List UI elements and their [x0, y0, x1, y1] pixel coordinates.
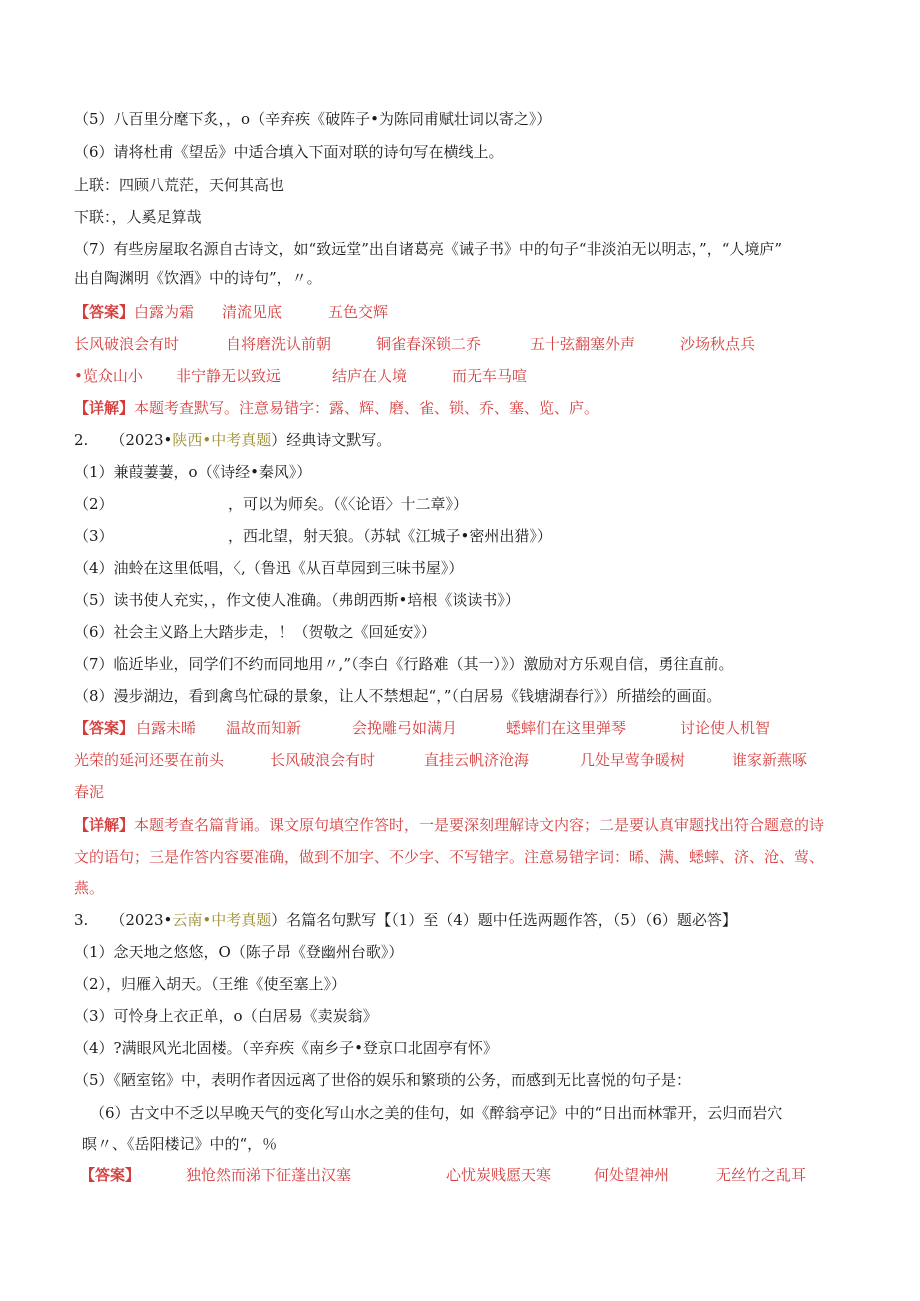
answer-item: 几处早莺争暖树	[580, 751, 686, 769]
source-open: （2023•	[110, 431, 173, 449]
source-close: ）	[271, 431, 287, 449]
q2-item-5: （5）读书使人充实，，作文使人准确。（弗朗西斯•培根《谈读书》）	[74, 591, 520, 609]
question-title: 名篇名句默写【（1）至（4）题中任选两题作答，（5）（6）题必答】	[286, 911, 737, 929]
answer-item: 长风破浪会有时	[270, 751, 376, 769]
answer-item: 结庐在人境	[332, 367, 408, 385]
q2-item-8: （8）漫步湖边，看到禽鸟忙碌的景象，让人不禁想起“，”（白居易《钱塘湖春行》）所描绘的画面。	[74, 687, 722, 705]
q3-item-1: （1）念天地之悠悠，O（陈子昂《登幽州台歌》）	[74, 943, 404, 961]
q1-item-5: （5）八百里分麾下炙，，o（辛弃疾《破阵子•为陈同甫赋壮词以寄之》）	[74, 110, 552, 128]
answer-item: 蟋蟀们在这里弹琴	[506, 719, 627, 737]
answer-item: 会挽雕弓如满月	[352, 719, 458, 737]
source-close: ）	[271, 911, 287, 929]
answer-item: 清流见底	[222, 303, 283, 321]
q1-answer-row1	[74, 302, 388, 322]
item-tail: ，西北望，射天狼。（苏轼《江城子•密州出猎》）	[228, 527, 552, 545]
answer-item: 直挂云帆济沧海	[424, 751, 530, 769]
q2-detail-line1	[74, 815, 824, 835]
item-number: （2）	[74, 495, 114, 513]
q1-upper-couplet: 上联：四顾八荒茫，天何其高也	[74, 176, 285, 194]
q2-header	[74, 430, 391, 450]
q2-item-4: （4）油蛉在这里低唱，〈,（鲁迅《从百草园到三味书屋》）	[74, 559, 464, 577]
answer-item: 自将磨洗认前朝	[226, 335, 332, 353]
q2-detail-line3: 燕。	[74, 879, 105, 897]
answer-tag: 【答案】	[80, 1166, 141, 1184]
q3-item-6-line1: （6）古文中不乏以早晚天气的变化写山水之美的佳句，如《醉翁亭记》中的“日出而林霏开，云归而岩穴	[90, 1104, 783, 1122]
answer-item: 谁家新燕啄	[732, 751, 808, 769]
answer-item: 铜雀春深锁二乔	[376, 335, 482, 353]
question-number: 3.	[74, 911, 89, 929]
source-link[interactable]: 陕西•中考真题	[172, 431, 272, 449]
detail-tag: 【详解】	[74, 816, 135, 834]
q3-answer-row	[80, 1165, 807, 1185]
question-title: 经典诗文默写。	[286, 431, 392, 449]
item-tail: ，可以为师矣。（《〈论语〉十二章》）	[228, 495, 469, 513]
answer-item: 讨论使人机智	[680, 719, 771, 737]
q3-item-6-line2: 暝〃、《岳阳楼记》中的“，％	[82, 1135, 278, 1153]
question-number: 2.	[74, 431, 89, 449]
answer-item: 五色交辉	[328, 303, 389, 321]
answer-item: •览众山小	[74, 367, 143, 385]
source-open: （2023•	[110, 911, 173, 929]
q2-detail-line2: 文的语句；三是作答内容要准确，做到不加字、不少字、不写错字。注意易错字词：晞、满、蟋蟀、济、沧、莺、	[74, 848, 825, 866]
answer-item: 五十弦翻塞外声	[530, 335, 636, 353]
q3-item-5: （5）《陋室铭》中，表明作者因远离了世俗的娱乐和繁琐的公务，而感到无比喜悦的句子是：	[74, 1071, 692, 1089]
answer-item: 无丝竹之乱耳	[716, 1166, 807, 1184]
q1-item-7-line1: （7）有些房屋取名源自古诗文，如“致远堂”出自诸葛亮《诫子书》中的句子“非淡泊无以明志，”，“人境庐”	[74, 240, 783, 258]
q2-answer-row3: 春泥	[74, 783, 105, 801]
q3-header	[74, 910, 737, 930]
q2-item-2	[74, 494, 469, 514]
source-link[interactable]: 云南•中考真题	[172, 911, 272, 929]
q1-lower-couplet: 下联：，人奚足算哉	[74, 208, 202, 226]
answer-item: 而无车马喧	[452, 367, 528, 385]
answer-item: 白露为霜	[134, 303, 195, 321]
item-number: （3）	[74, 527, 114, 545]
q2-item-6: （6）社会主义路上大踏步走，！（贺敬之《回延安》）	[74, 623, 437, 641]
q1-item-6: （6）请将杜甫《望岳》中适合填入下面对联的诗句写在横线上。	[74, 143, 504, 161]
answer-item: 长风破浪会有时	[74, 335, 180, 353]
answer-item: 非宁静无以致远	[176, 367, 282, 385]
q2-item-7: （7）临近毕业，同学们不约而同地用〃,”（李白《行路难（其一）》）激励对方乐观自信，勇往直前。	[74, 655, 734, 673]
detail-text: 本题考查名篇背诵。课文原句填空作答时，一是要深刻理解诗文内容；二是要认真审题找出符合题意的诗	[134, 816, 825, 834]
detail-text: 本题考查默写。注意易错字：露、辉、磨、雀、锁、乔、塞、览、庐。	[134, 399, 600, 417]
answer-tag: 【答案】	[74, 303, 135, 321]
answer-item: 白露未晞	[136, 719, 197, 737]
q3-item-2: （2），归雁入胡天。（王维《使至塞上》）	[74, 975, 347, 993]
answer-tag: 【答案】	[74, 719, 135, 737]
q2-item-3	[74, 526, 552, 546]
answer-item: 光荣的延河还要在前头	[74, 751, 225, 769]
q3-item-4: （4）?满眼风光北固楼。（辛弃疾《南乡子•登京口北固亭有怀》	[74, 1039, 498, 1057]
answer-item: 心忧炭贱愿天寒	[446, 1166, 552, 1184]
detail-tag: 【详解】	[74, 399, 135, 417]
q3-item-3: （3）可怜身上衣正单，o（白居易《卖炭翁》	[74, 1007, 378, 1025]
answer-item: 沙场秋点兵	[680, 335, 756, 353]
q2-answer-row1	[74, 718, 771, 738]
answer-item: 何处望神州	[594, 1166, 670, 1184]
answer-item: 独怆然而涕下征蓬出汉塞	[186, 1166, 352, 1184]
answer-item: 温故而知新	[226, 719, 302, 737]
q2-item-1: （1）兼葭萋萋，o（《诗经•秦风》）	[74, 463, 312, 481]
q1-item-7-line2: 出自陶渊明《饮酒》中的诗句”，〃。	[74, 269, 322, 287]
q1-detail	[74, 398, 599, 418]
